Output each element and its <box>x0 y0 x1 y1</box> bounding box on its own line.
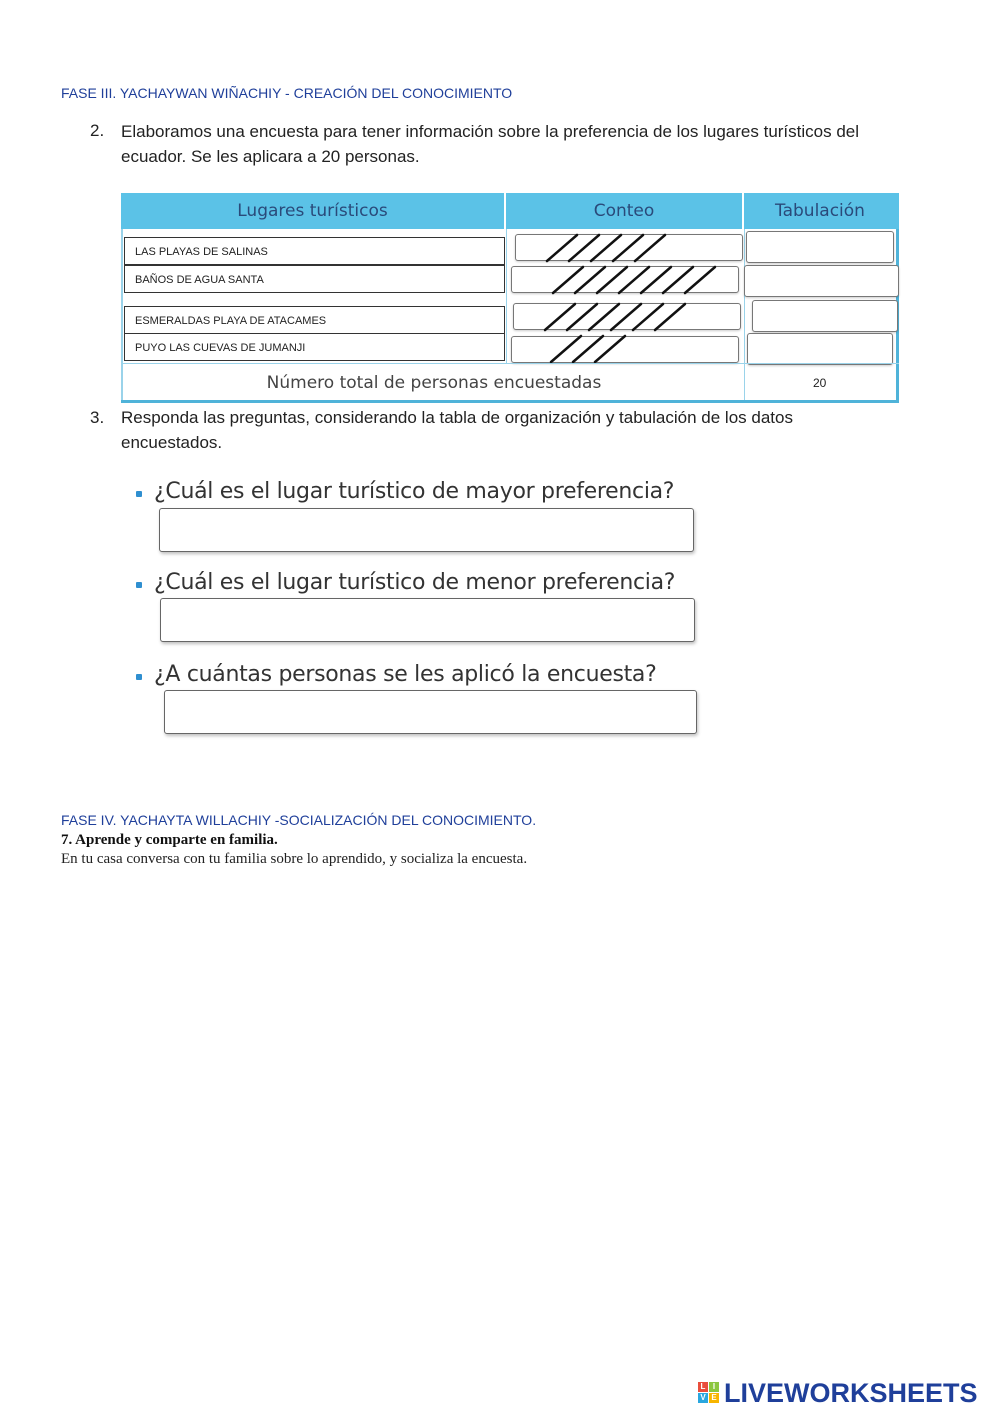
table-row-place: BAÑOS DE AGUA SANTA <box>124 265 505 293</box>
total-row <box>123 363 899 403</box>
answer-input-1[interactable] <box>159 508 694 552</box>
tabulation-input[interactable] <box>746 231 894 263</box>
item-3-line-2: encuestados. <box>121 433 223 452</box>
header-places: Lugares turísticos <box>237 201 388 221</box>
logo-text: LIVEWORKSHEETS <box>724 1378 978 1408</box>
bullet-icon <box>136 491 142 497</box>
table-row-place: PUYO LAS CUEVAS DE JUMANJI <box>124 333 505 361</box>
table-header <box>121 193 899 229</box>
question-text: ¿Cuál es el lugar turístico de mayor preferencia? <box>154 479 675 504</box>
phase-4-subtitle: 7. Aprende y comparte en familia. <box>61 832 278 848</box>
item-3-number: 3. <box>90 408 105 427</box>
table-row-place: ESMERALDAS PLAYA DE ATACAMES <box>124 306 505 334</box>
total-label: Número total de personas encuestadas <box>266 373 602 393</box>
phase-4-title: FASE IV. YACHAYTA WILLACHIY -SOCIALIZACIÓN DEL CONOCIMIENTO. <box>61 812 537 828</box>
item-2-number: 2. <box>90 121 105 140</box>
phase-4-body: En tu casa conversa con tu familia sobre lo aprendido, y socializa la encuesta. <box>61 851 528 867</box>
liveworksheets-logo-icon: L I V E <box>698 1382 720 1404</box>
header-tabulation: Tabulación <box>775 201 865 221</box>
phase-3-title: FASE III. YACHAYWAN WIÑACHIY - CREACIÓN DEL CONOCIMIENTO <box>61 85 513 101</box>
table-body <box>121 229 899 403</box>
total-value: 20 <box>813 376 827 390</box>
tally-marks <box>547 332 727 366</box>
question-text: ¿A cuántas personas se les aplicó la encuesta? <box>154 662 657 687</box>
tabulation-input[interactable] <box>747 333 893 365</box>
tabulation-input[interactable] <box>752 300 898 332</box>
question-text: ¿Cuál es el lugar turístico de menor preferencia? <box>154 570 676 595</box>
survey-table <box>121 193 899 403</box>
tally-marks <box>543 231 723 265</box>
bullet-icon <box>136 582 142 588</box>
table-row-place: LAS PLAYAS DE SALINAS <box>124 237 505 265</box>
bullet-icon <box>136 674 142 680</box>
tabulation-input[interactable] <box>744 265 899 297</box>
item-3-line-1: Responda las preguntas, considerando la tabla de organización y tabulación de los datos <box>121 408 793 427</box>
header-count: Conteo <box>593 201 655 221</box>
item-2-line-1: Elaboramos una encuesta para tener información sobre la preferencia de los lugares turísticos del <box>121 122 860 141</box>
item-2-line-2: ecuador. Se les aplicara a 20 personas. <box>121 147 420 166</box>
answer-input-2[interactable] <box>160 598 695 642</box>
tally-marks <box>541 300 721 334</box>
tally-marks <box>549 263 729 297</box>
answer-input-3[interactable] <box>164 690 697 734</box>
